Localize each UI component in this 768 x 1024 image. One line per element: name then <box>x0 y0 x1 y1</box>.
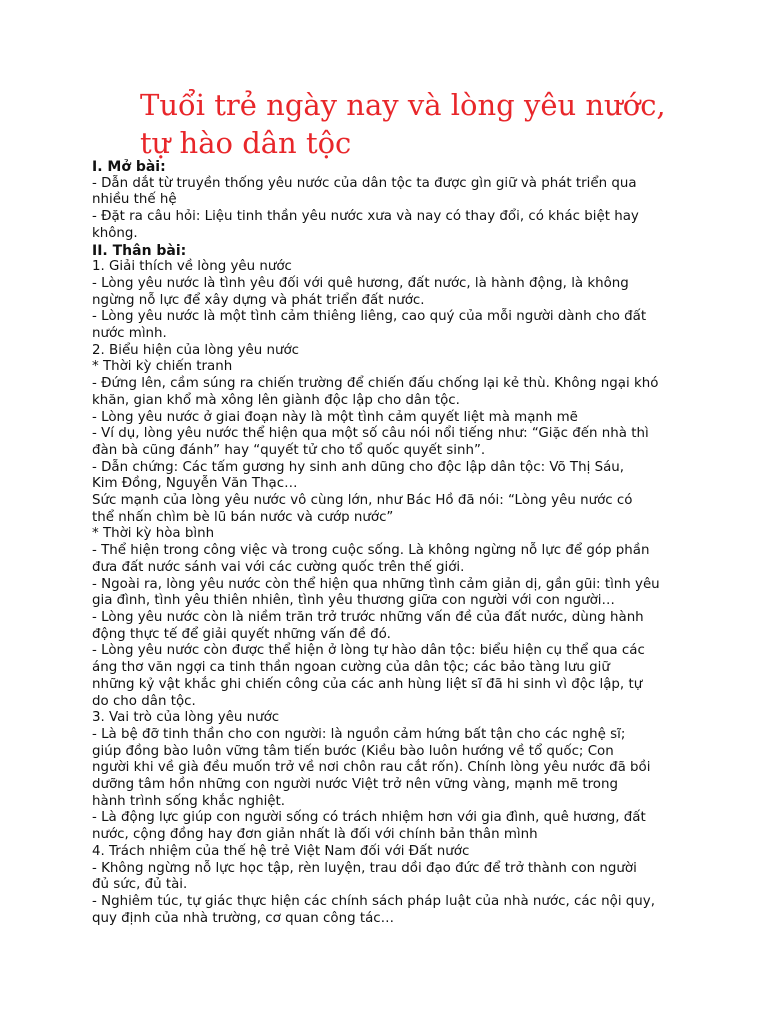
text-line: - Là bệ đỡ tinh thần cho con người: là nguồn cảm hứng bất tận cho các nghệ sĩ; <box>92 726 626 742</box>
text-line: - Lòng yêu nước còn được thể hiện ở lòng tự hào dân tộc: biểu hiện cụ thể qua các <box>92 643 645 659</box>
text-line: - Ví dụ, lòng yêu nước thể hiện qua một số câu nói nổi tiếng như: “Giặc đến nhà thì <box>92 426 649 442</box>
text-line: quy định của nhà trường, cơ quan công tác… <box>92 910 395 926</box>
text-line: 3. Vai trò của lòng yêu nước <box>92 710 280 726</box>
document-title <box>140 86 700 162</box>
text-line: - Là động lực giúp con người sống có trách nhiệm hơn với gia đình, quê hương, đất <box>92 810 646 826</box>
text-line: khăn, gian khổ mà xông lên giành độc lập cho dân tộc. <box>92 392 460 408</box>
text-line: 2. Biểu hiện của lòng yêu nước <box>92 342 300 358</box>
section-heading: II. Thân bài: <box>92 242 187 259</box>
text-line: * Thời kỳ chiến tranh <box>92 359 233 375</box>
text-line: nước mình. <box>92 326 167 342</box>
text-line: * Thời kỳ hòa bình <box>92 526 215 542</box>
text-line: nước, cộng đồng hay đơn giản nhất là đối với chính bản thân mình <box>92 827 538 843</box>
text-line: đàn bà cũng đánh” hay “quyết tử cho tổ quốc quyết sinh”. <box>92 442 486 458</box>
text-line: - Lòng yêu nước còn là niềm trăn trở trước những vấn đề của đất nước, dùng hành <box>92 609 644 625</box>
text-line: - Thể hiện trong công việc và trong cuộc sống. Là không ngừng nỗ lực để góp phần <box>92 543 650 559</box>
document-body <box>92 159 692 927</box>
text-line: - Đặt ra câu hỏi: Liệu tinh thần yêu nước xưa và nay có thay đổi, có khác biệt hay <box>92 209 639 225</box>
text-line: Sức mạnh của lòng yêu nước vô cùng lớn, như Bác Hồ đã nói: “Lòng yêu nước có <box>92 493 633 509</box>
section-heading: I. Mở bài: <box>92 159 166 175</box>
text-line: - Dẫn dắt từ truyền thống yêu nước của dân tộc ta được gìn giữ và phát triển qua <box>92 175 637 191</box>
text-line: áng thơ văn ngợi ca tinh thần ngoan cường của dân tộc; các bảo tàng lưu giữ <box>92 660 610 676</box>
text-line: - Không ngừng nỗ lực học tập, rèn luyện, trau dồi đạo đức để trở thành con người <box>92 860 637 876</box>
text-line: dưỡng tâm hồn những con người nước Việt trở nên vững vàng, mạnh mẽ trong <box>92 777 618 793</box>
title-line-2: tự hào dân tộc <box>140 126 352 160</box>
text-line: những kỷ vật khắc ghi chiến công của các anh hùng liệt sĩ đã hi sinh vì độc lập, tự <box>92 676 643 692</box>
text-line: - Lòng yêu nước là tình yêu đối với quê hương, đất nước, là hành động, là không <box>92 275 629 291</box>
text-line: đưa đất nước sánh vai với các cường quốc trên thế giới. <box>92 559 465 575</box>
text-line: nhiều thế hệ <box>92 192 177 208</box>
text-line: ngừng nỗ lực để xây dựng và phát triển đất nước. <box>92 292 425 308</box>
text-line: - Dẫn chứng: Các tấm gương hy sinh anh dũng cho độc lập dân tộc: Võ Thị Sáu, <box>92 459 625 475</box>
text-line: - Lòng yêu nước là một tình cảm thiêng liêng, cao quý của mỗi người dành cho đất <box>92 309 647 325</box>
text-line: đủ sức, đủ tài. <box>92 877 188 893</box>
text-line: gia đình, tình yêu thiên nhiên, tình yêu thương giữa con người với con người… <box>92 593 615 609</box>
text-line: động thực tế để giải quyết những vấn đề đó. <box>92 626 391 642</box>
text-line: do cho dân tộc. <box>92 693 196 709</box>
text-line: 1. Giải thích về lòng yêu nước <box>92 259 292 275</box>
text-line: hành trình sống khắc nghiệt. <box>92 793 286 809</box>
text-line: Kim Đồng, Nguyễn Văn Thạc… <box>92 476 298 492</box>
text-line: - Đứng lên, cầm súng ra chiến trường để chiến đấu chống lại kẻ thù. Không ngại khó <box>92 376 659 392</box>
text-line: 4. Trách nhiệm của thế hệ trẻ Việt Nam đối với Đất nước <box>92 843 470 859</box>
text-line: thể nhấn chìm bè lũ bán nước và cướp nước” <box>92 509 394 525</box>
text-line: - Nghiêm túc, tự giác thực hiện các chính sách pháp luật của nhà nước, các nội quy, <box>92 893 655 909</box>
title-line-1: Tuổi trẻ ngày nay và lòng yêu nước, <box>140 88 666 122</box>
text-line: - Ngoài ra, lòng yêu nước còn thể hiện qua những tình cảm giản dị, gần gũi: tình yêu <box>92 576 660 592</box>
text-line: giúp đồng bào luôn vững tâm tiến bước (Kiều bào luôn hướng về tổ quốc; Con <box>92 743 614 759</box>
text-line: không. <box>92 225 138 241</box>
text-line: - Lòng yêu nước ở giai đoạn này là một tình cảm quyết liệt mà mạnh mẽ <box>92 409 578 425</box>
text-line: người khi về già đều muốn trở về nơi chôn rau cắt rốn). Chính lòng yêu nước đã bồi <box>92 760 651 776</box>
